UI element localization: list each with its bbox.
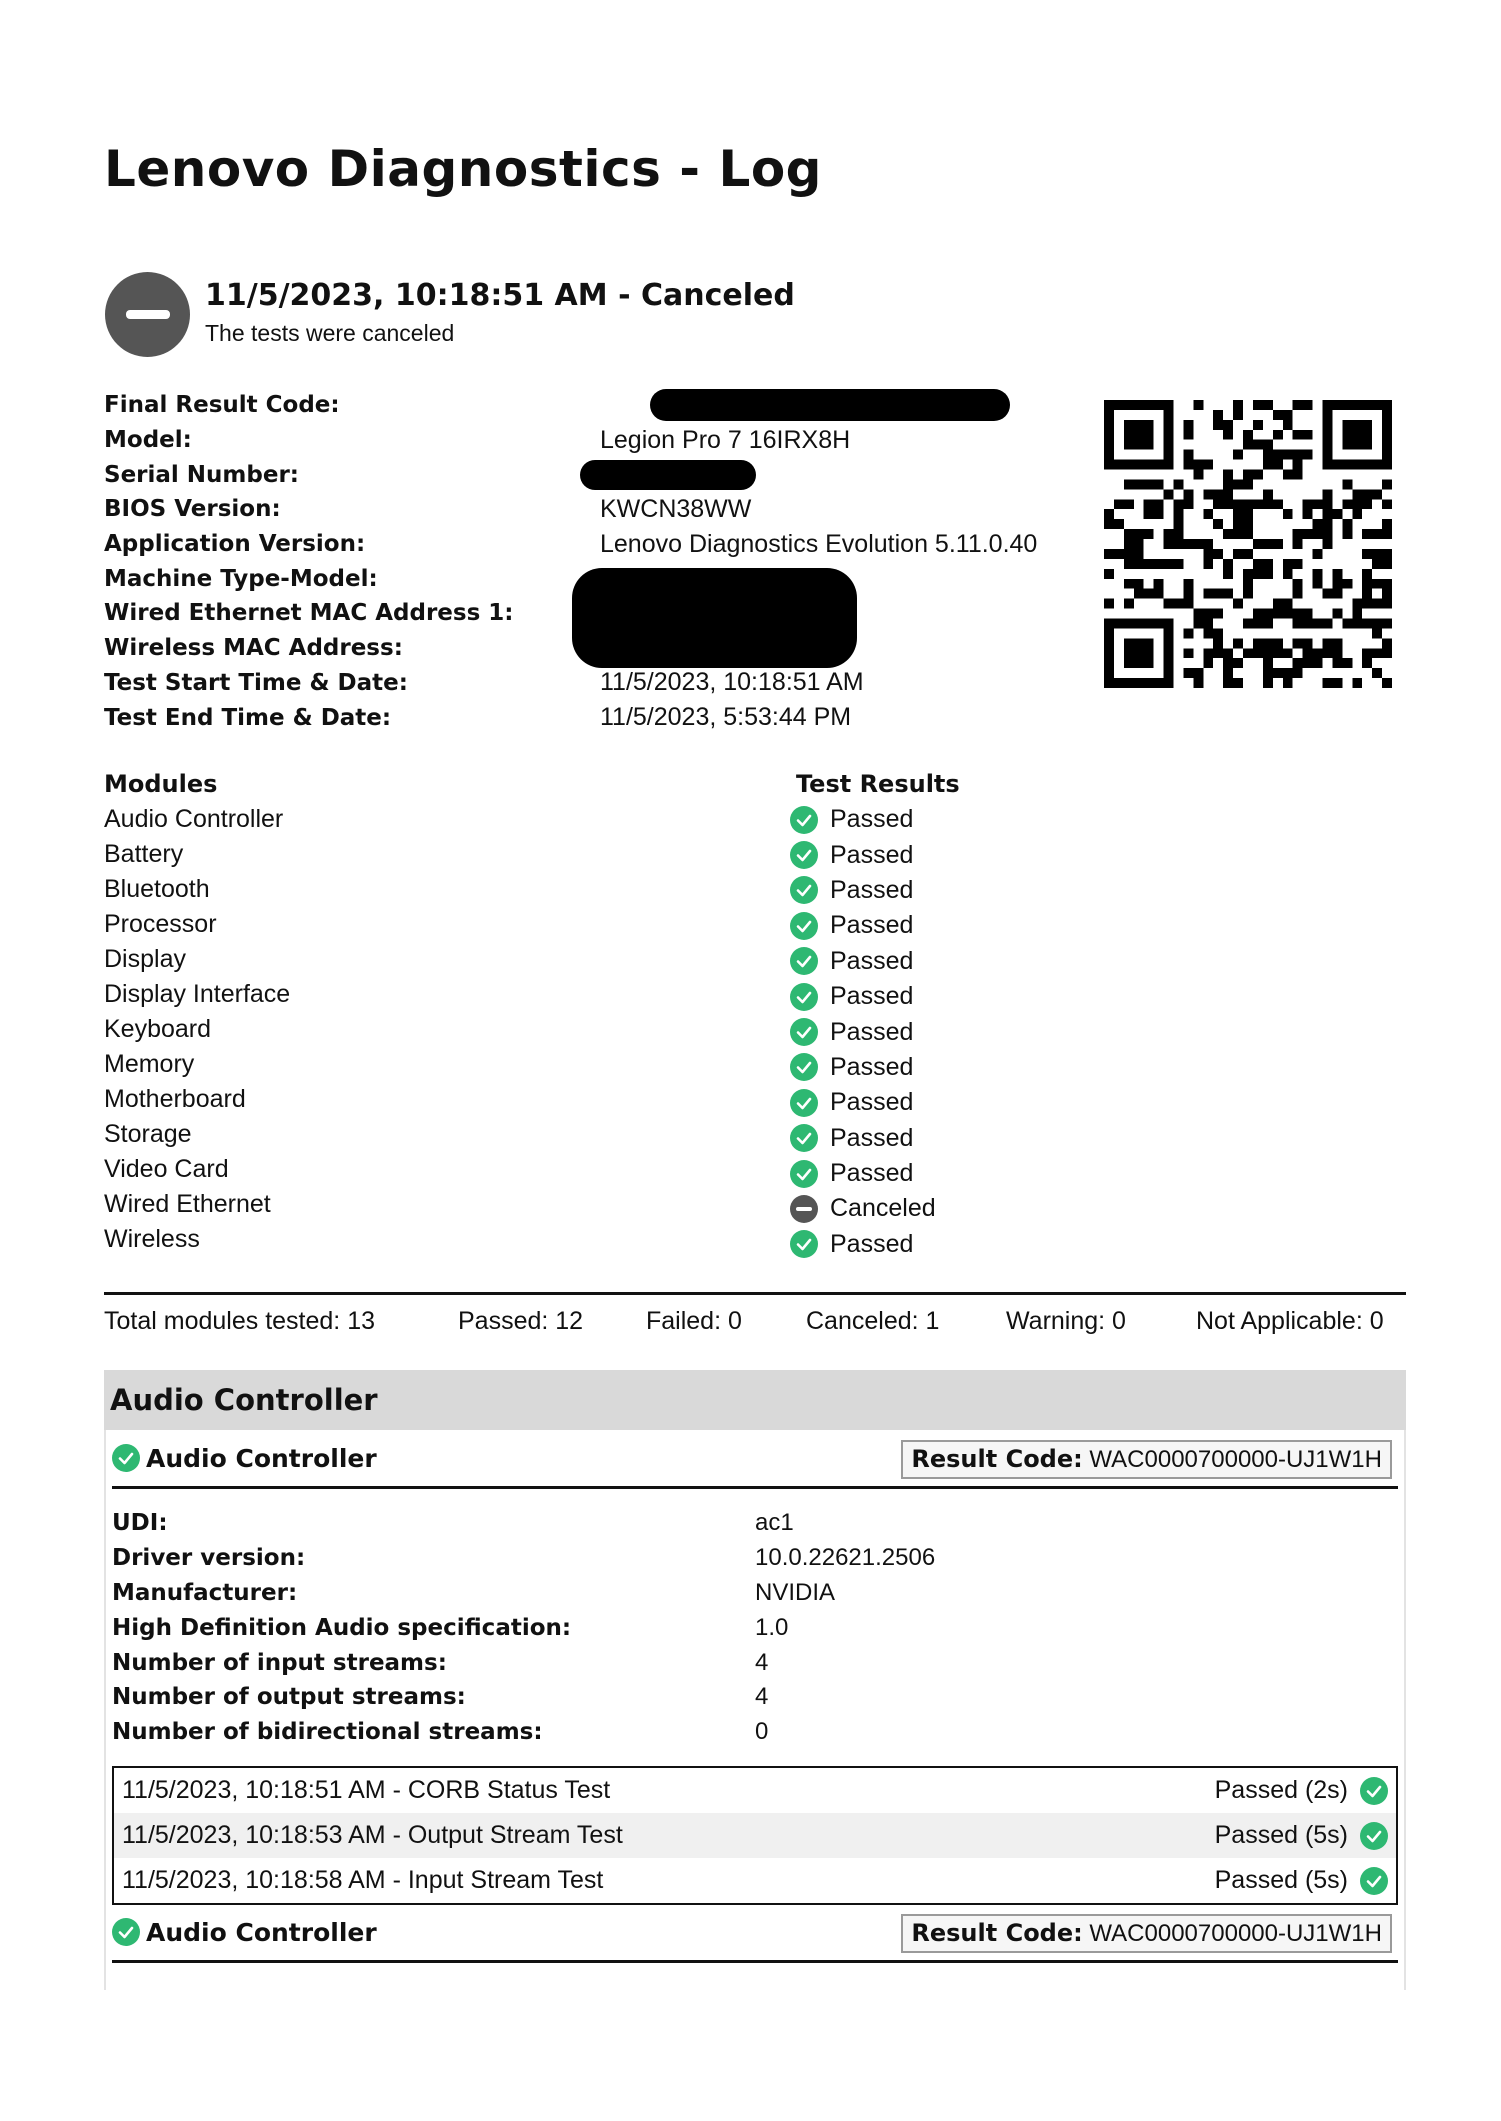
- module-name: Display Interface: [104, 980, 291, 1008]
- detail-value: 0: [755, 1718, 769, 1746]
- module-name: Keyboard: [104, 1015, 212, 1043]
- check-icon: [112, 1444, 140, 1472]
- module-name: Audio Controller: [104, 805, 284, 833]
- check-icon: [790, 947, 818, 975]
- result-list: [790, 802, 936, 1262]
- redacted-value: [580, 460, 756, 490]
- detail-value: ac1: [755, 1509, 794, 1537]
- module-name: Bluetooth: [104, 875, 210, 903]
- module-name: Video Card: [104, 1155, 229, 1183]
- info-value: 11/5/2023, 10:18:51 AM: [600, 668, 864, 697]
- result-text: Canceled: [830, 1194, 936, 1223]
- result-text: Passed: [830, 1052, 914, 1081]
- info-row: [104, 666, 1104, 701]
- result-text: Passed: [830, 1229, 914, 1258]
- check-icon: [790, 983, 818, 1011]
- info-label: Application Version:: [104, 531, 366, 558]
- test-result: Passed (5s): [1214, 1821, 1348, 1849]
- result-code-label: Result Code:: [911, 1445, 1083, 1473]
- sub-title: Audio Controller: [146, 1917, 377, 1947]
- check-icon: [790, 1230, 818, 1258]
- results-header: Test Results: [796, 770, 960, 798]
- redacted-value: [650, 389, 1010, 421]
- result-row: [790, 1014, 936, 1049]
- module-name: Memory: [104, 1050, 195, 1078]
- detail-value: 1.0: [755, 1613, 789, 1641]
- info-label: Model:: [104, 427, 192, 454]
- result-row: [790, 1227, 936, 1262]
- detail-row: [112, 1541, 935, 1576]
- detail-label: High Definition Audio specification:: [112, 1614, 572, 1641]
- result-row: [790, 1085, 936, 1120]
- result-text: Passed: [830, 946, 914, 975]
- result-text: Passed: [830, 1088, 914, 1117]
- info-label: Test Start Time & Date:: [104, 669, 408, 696]
- module-name: Battery: [104, 840, 184, 868]
- result-text: Passed: [830, 805, 914, 834]
- check-icon: [790, 806, 818, 834]
- result-row: [790, 873, 936, 908]
- summary-failed: Failed: 0: [646, 1307, 742, 1335]
- page-title: Lenovo Diagnostics - Log: [104, 140, 822, 198]
- check-icon: [1360, 1777, 1388, 1805]
- test-row: [114, 1858, 1396, 1903]
- status-title: 11/5/2023, 10:18:51 AM - Canceled: [205, 278, 795, 313]
- detail-row: [112, 1506, 935, 1541]
- detail-label: Driver version:: [112, 1545, 306, 1572]
- module-name: Wired Ethernet: [104, 1190, 271, 1218]
- info-row: [104, 492, 1104, 527]
- section-body: [104, 1430, 1406, 1990]
- summary-canceled: Canceled: 1: [806, 1307, 940, 1335]
- result-text: Passed: [830, 1159, 914, 1188]
- check-icon: [790, 876, 818, 904]
- qr-modules: [1104, 400, 1392, 688]
- module-list: [104, 802, 290, 1257]
- info-value: 11/5/2023, 5:53:44 PM: [600, 703, 852, 732]
- detail-row: [112, 1715, 935, 1750]
- check-icon: [790, 1053, 818, 1081]
- result-row: [790, 802, 936, 837]
- result-row: [790, 1156, 936, 1191]
- detail-label: UDI:: [112, 1510, 168, 1537]
- check-icon: [790, 1124, 818, 1152]
- check-icon: [1360, 1867, 1388, 1895]
- system-info-list: [104, 388, 1104, 735]
- result-text: Passed: [830, 840, 914, 869]
- result-code-box: [901, 1914, 1392, 1953]
- info-label: Final Result Code:: [104, 392, 340, 419]
- info-row: [104, 457, 1104, 492]
- info-value: Legion Pro 7 16IRX8H: [600, 425, 851, 454]
- result-text: Passed: [830, 911, 914, 940]
- result-row: [790, 944, 936, 979]
- check-icon: [1360, 1822, 1388, 1850]
- result-row: [790, 979, 936, 1014]
- detail-row: [112, 1680, 935, 1715]
- result-row: [790, 837, 936, 872]
- check-icon: [112, 1918, 140, 1946]
- detail-list: [112, 1506, 935, 1750]
- check-icon: [790, 1160, 818, 1188]
- result-code: WAC0000700000-UJ1W1H: [1089, 1446, 1382, 1473]
- detail-label: Number of input streams:: [112, 1649, 447, 1676]
- check-icon: [790, 1018, 818, 1046]
- detail-row: [112, 1610, 935, 1645]
- result-row: [790, 1191, 936, 1226]
- result-code-box: [901, 1440, 1392, 1479]
- summary-passed: Passed: 12: [458, 1307, 584, 1335]
- detail-row: [112, 1645, 935, 1680]
- qr-code: [1104, 400, 1392, 688]
- info-label: Test End Time & Date:: [104, 704, 392, 731]
- result-text: Passed: [830, 1123, 914, 1152]
- module-name: Motherboard: [104, 1085, 246, 1113]
- info-label: Wired Ethernet MAC Address 1:: [104, 600, 514, 627]
- module-name: Processor: [104, 910, 217, 938]
- result-code: WAC0000700000-UJ1W1H: [1089, 1920, 1382, 1947]
- sub-title: Audio Controller: [146, 1443, 377, 1473]
- detail-value: 4: [755, 1683, 769, 1711]
- canceled-status-icon: [105, 272, 190, 357]
- summary-total: Total modules tested: 13: [104, 1307, 375, 1335]
- detail-row: [112, 1576, 935, 1611]
- module-name: Wireless: [104, 1225, 200, 1253]
- test-name: 11/5/2023, 10:18:51 AM - CORB Status Test: [122, 1776, 611, 1804]
- result-text: Passed: [830, 1017, 914, 1046]
- detail-label: Manufacturer:: [112, 1579, 298, 1606]
- result-row: [790, 1121, 936, 1156]
- result-text: Passed: [830, 982, 914, 1011]
- test-row: [114, 1813, 1396, 1858]
- detail-label: Number of bidirectional streams:: [112, 1719, 543, 1746]
- test-name: 11/5/2023, 10:18:53 AM - Output Stream Test: [122, 1821, 623, 1849]
- info-value: KWCN38WW: [600, 494, 752, 523]
- test-name: 11/5/2023, 10:18:58 AM - Input Stream Test: [122, 1866, 604, 1894]
- summary-warning: Warning: 0: [1006, 1307, 1126, 1335]
- info-value: Lenovo Diagnostics Evolution 5.11.0.40: [600, 529, 1038, 558]
- summary-divider: [104, 1292, 1406, 1295]
- check-icon: [790, 841, 818, 869]
- module-name: Display: [104, 945, 186, 973]
- info-label: BIOS Version:: [104, 496, 281, 523]
- info-row: [104, 527, 1104, 562]
- result-row: [790, 1050, 936, 1085]
- result-row: [790, 908, 936, 943]
- sub-header: [112, 1430, 1398, 1489]
- result-text: Passed: [830, 875, 914, 904]
- result-code-label: Result Code:: [911, 1919, 1083, 1947]
- test-row: [114, 1768, 1396, 1813]
- redacted-block: [572, 568, 857, 668]
- info-label: Serial Number:: [104, 461, 299, 488]
- info-row: [104, 388, 1104, 423]
- detail-label: Number of output streams:: [112, 1684, 466, 1711]
- check-icon: [790, 1089, 818, 1117]
- detail-value: 10.0.22621.2506: [755, 1544, 936, 1572]
- test-table: [112, 1766, 1398, 1905]
- info-row: [104, 700, 1104, 735]
- sub-header: [112, 1904, 1398, 1963]
- check-icon: [790, 912, 818, 940]
- summary-not-applicable: Not Applicable: 0: [1196, 1307, 1384, 1335]
- test-result: Passed (2s): [1214, 1776, 1348, 1804]
- module-name: Storage: [104, 1120, 192, 1148]
- modules-header: Modules: [104, 770, 218, 798]
- info-label: Wireless MAC Address:: [104, 635, 403, 662]
- info-label: Machine Type-Model:: [104, 565, 378, 592]
- canceled-icon: [790, 1195, 818, 1223]
- test-result: Passed (5s): [1214, 1866, 1348, 1894]
- status-subtitle: The tests were canceled: [205, 320, 455, 346]
- section-header: Audio Controller: [104, 1370, 1406, 1430]
- detail-value: 4: [755, 1648, 769, 1676]
- audio-controller-section: [104, 1370, 1406, 1990]
- info-row: [104, 423, 1104, 458]
- detail-value: NVIDIA: [755, 1578, 836, 1606]
